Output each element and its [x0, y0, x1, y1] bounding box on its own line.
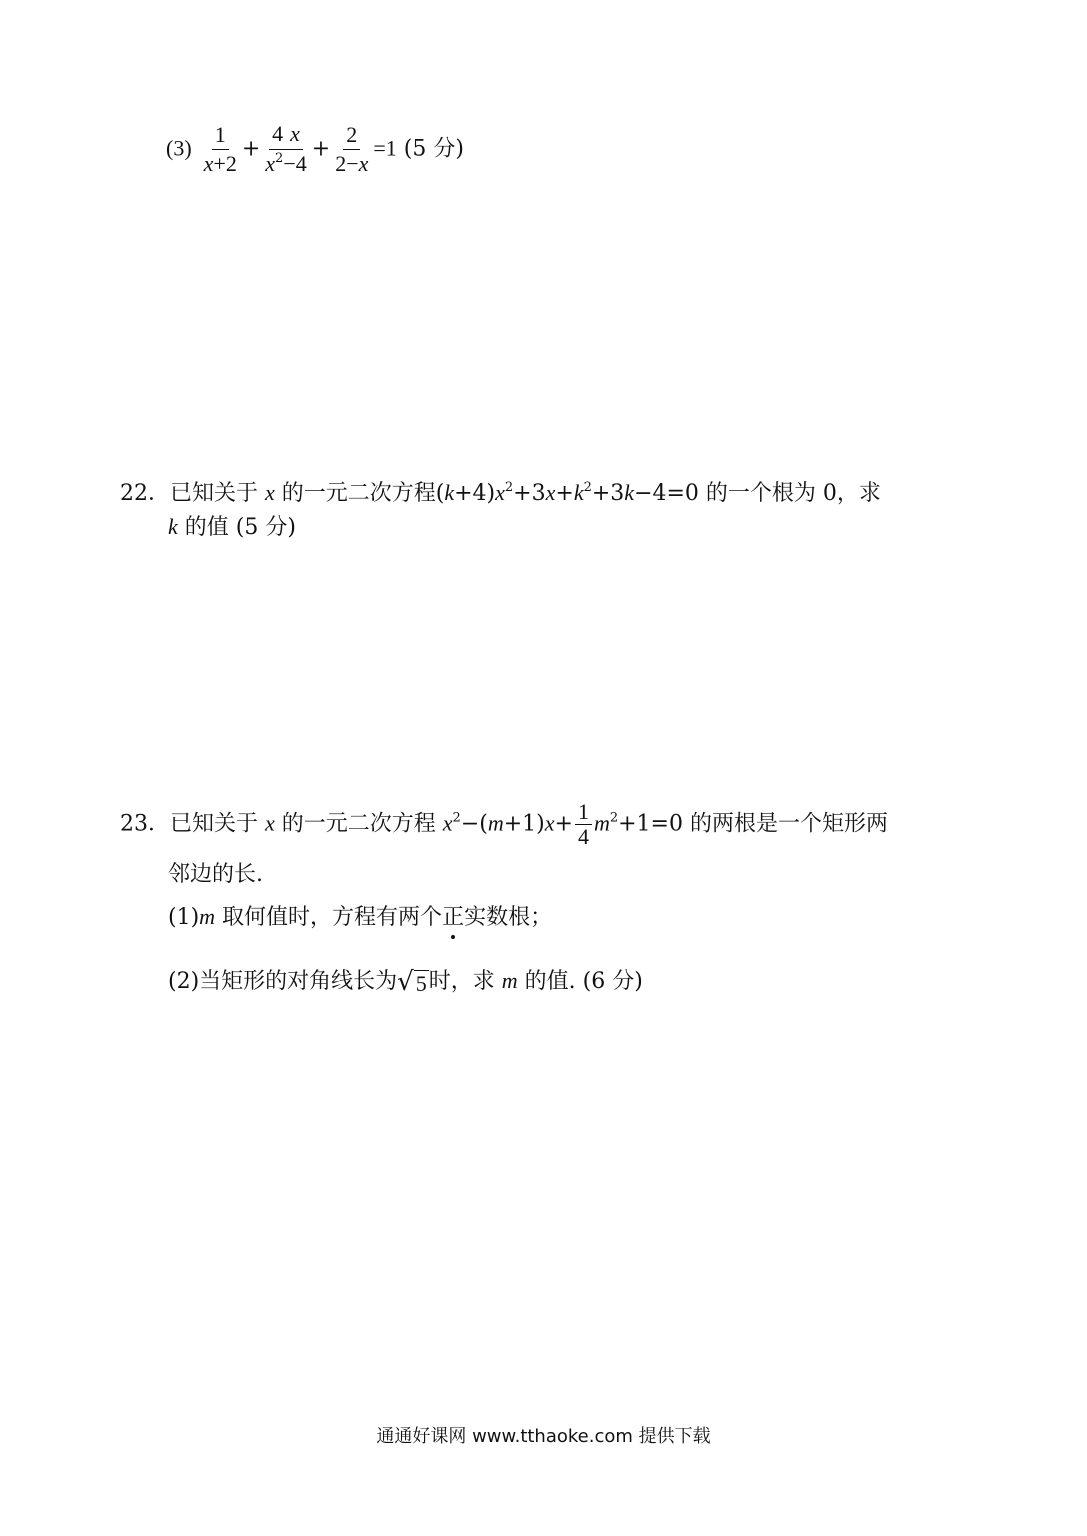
q21-score: (5 分)	[403, 136, 464, 162]
q21-part3-label: (3)	[166, 135, 192, 161]
q23-part1: (1)m 取何值时，方程有两个正实数根；	[168, 900, 552, 935]
q22-line1: 22．已知关于 x 的一元二次方程$(k+4)x^2+3x+k^2+3k-4=0$ 的一个根为 0，求	[120, 480, 881, 506]
q23-number: 23．	[120, 811, 170, 837]
q23-line1: 23．已知关于 x 的一元二次方程 $x^2-(m+1)x+$ $\frac{1}{4}$ $m^2+1=0$ 的两根是一个矩形两	[120, 799, 888, 849]
q23-part2: (2)当矩形的对角线长为 √ 5 时，求 m 的值. (6 分)	[168, 967, 643, 997]
q22-line2: k 的值 (5 分)	[168, 514, 296, 540]
page-footer: 通通好课网 www.tthaoke.com 提供下载	[376, 1426, 711, 1447]
q22-number: 22．	[120, 481, 170, 506]
q21-part3: (3) $\frac{1}{x+2}$ + $\frac{4 x}{x^2-4}$ + $\frac{2}{2-x}$ =1 (5 分)	[166, 120, 464, 179]
fraction-3: $\frac{2}{2-x}$	[335, 121, 369, 176]
emphasis-dot-char: 正	[442, 901, 464, 935]
q22-score: (5 分)	[235, 515, 296, 540]
q23-score: (6 分)	[582, 969, 643, 994]
square-root: √ 5	[397, 967, 427, 997]
q23-line2: 邻边的长.	[168, 862, 263, 887]
fraction-1: $\frac{1}{x+2}$	[203, 121, 237, 176]
fraction-one-quarter: $\frac{1}{4}$	[575, 800, 592, 849]
fraction-2: $\frac{4 x}{x^2-4}$	[265, 121, 307, 176]
